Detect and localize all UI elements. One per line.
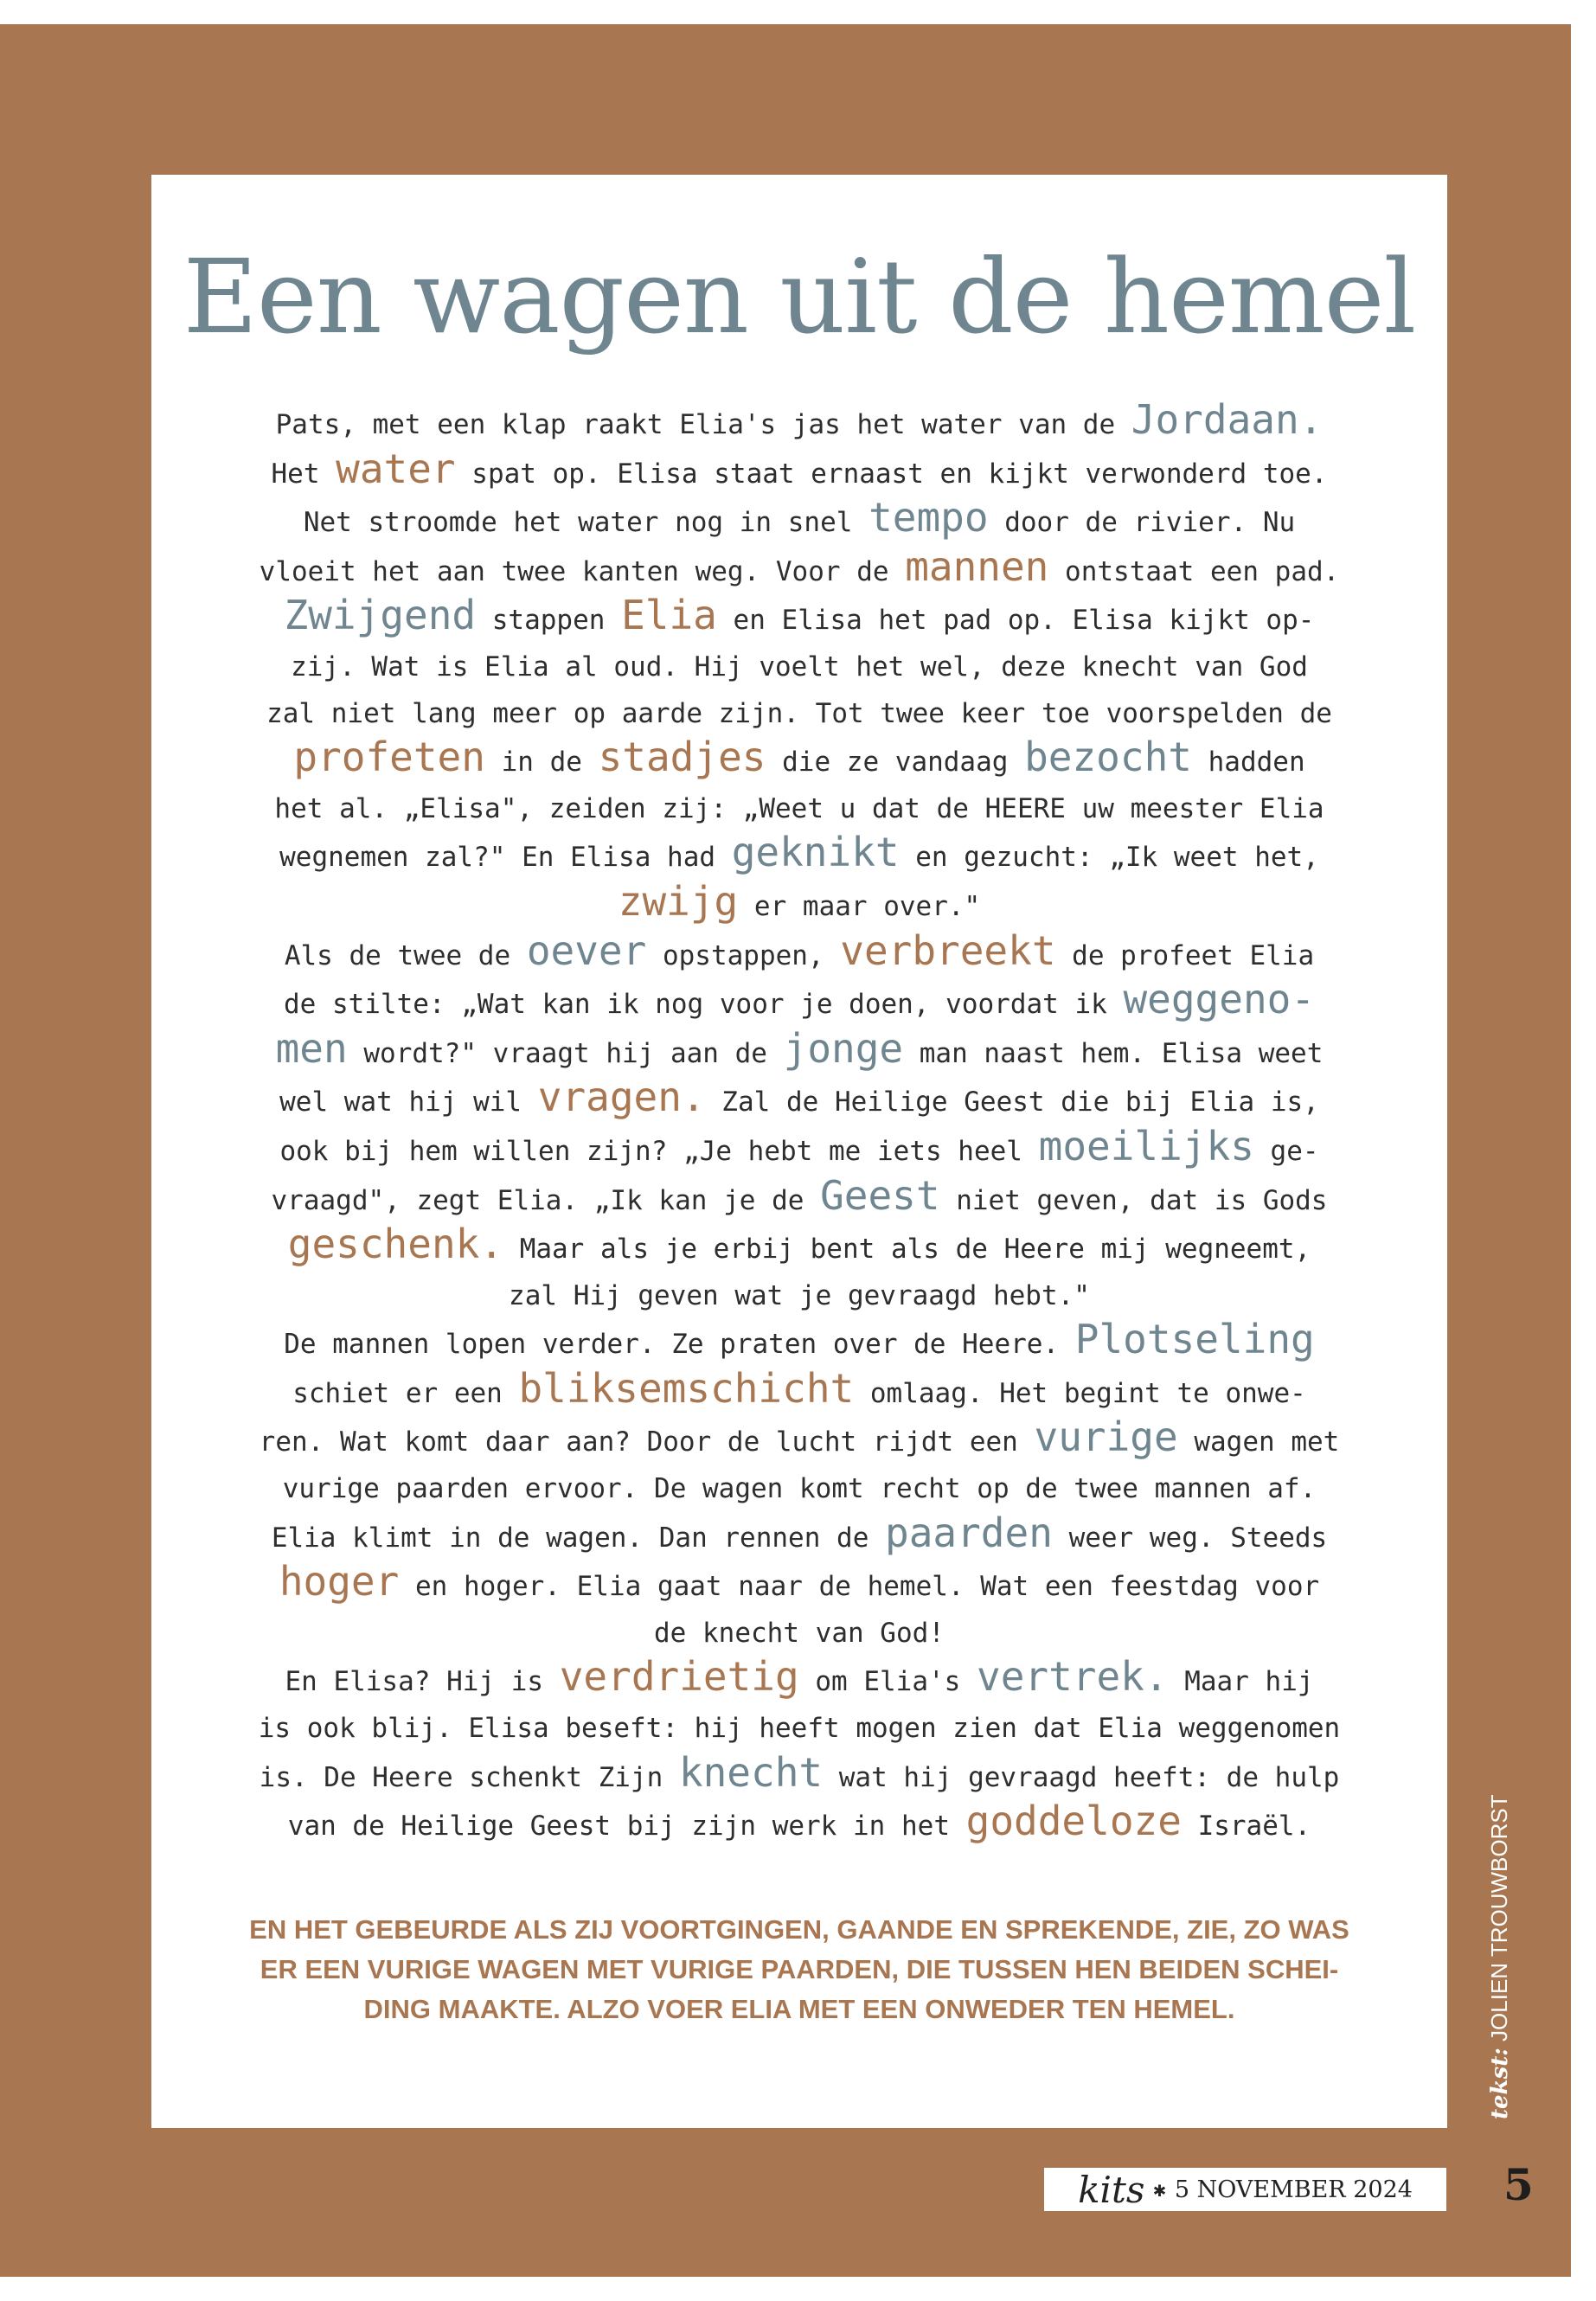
keyword-brown: Elia xyxy=(621,592,717,639)
story-line xyxy=(196,734,1402,786)
keyword-gray: oever xyxy=(526,926,647,974)
story-text-segment: wat hij gevraagd heeft: de hulp xyxy=(823,1761,1340,1793)
story-line xyxy=(196,829,1402,881)
story-line xyxy=(196,1171,1402,1225)
page-number: 5 xyxy=(1503,2159,1534,2210)
keyword-brown: vragen. xyxy=(537,1074,706,1121)
story-text-segment: stappen xyxy=(476,605,622,637)
story-text-segment: schiet er een xyxy=(292,1377,519,1409)
author-credit xyxy=(1486,1794,1513,2119)
keyword-brown: stadjes xyxy=(598,734,766,781)
story-text-segment: de profeet Elia xyxy=(1055,939,1315,971)
keyword-gray: geknikt xyxy=(731,829,900,876)
story-line xyxy=(196,976,1402,1029)
story-line xyxy=(196,1122,1402,1176)
bible-verse xyxy=(186,1910,1413,2029)
keyword-brown: verdrietig xyxy=(559,1653,799,1701)
keyword-brown: goddeloze xyxy=(965,1798,1182,1845)
story-text-segment: die ze vandaag xyxy=(766,747,1025,779)
story-text-segment: Elia klimt in de wagen. Dan rennen de xyxy=(271,1522,886,1554)
story-text-segment: Maar hij xyxy=(1168,1666,1314,1698)
story-text-segment: Als de twee de xyxy=(284,939,527,971)
keyword-gray: weggeno- xyxy=(1123,976,1316,1023)
story-text-segment: vurige paarden ervoor. De wagen komt recht op de twee mannen af. xyxy=(282,1473,1317,1505)
keyword-gray: Geest xyxy=(820,1171,940,1219)
story-text-segment: vloeit het aan twee kanten weg. Voor de xyxy=(259,555,906,587)
story-text-segment: De mannen lopen verder. Ze praten over de Heere. xyxy=(284,1329,1075,1361)
story-text-segment: weer weg. Steeds xyxy=(1052,1522,1328,1554)
story-text-segment: zal Hij geven wat je gevraagd hebt." xyxy=(509,1279,1090,1311)
star-icon: ✱ xyxy=(1153,2177,1166,2202)
credit-label: tekst: xyxy=(1487,2048,1513,2119)
story-text-segment: ook bij hem willen zijn? „Je hebt me iets heel xyxy=(279,1135,1039,1167)
page-title: Een wagen uit de hemel xyxy=(183,237,1416,356)
story-line xyxy=(196,1653,1402,1706)
story-text-segment: wel wat hij wil xyxy=(279,1086,538,1118)
story-text-segment: de knecht van God! xyxy=(654,1617,945,1649)
story-line xyxy=(196,691,1402,738)
story-text-segment: Israël. xyxy=(1181,1811,1311,1843)
brand-logo: kits xyxy=(1078,2168,1145,2211)
content-panel xyxy=(151,175,1447,2128)
story-text-segment: Het xyxy=(271,458,337,490)
story-line xyxy=(196,1024,1402,1078)
keyword-brown: profeten xyxy=(293,734,485,781)
story-line xyxy=(196,786,1402,833)
story-text-segment: en hoger. Elia gaat naar de hemel. Wat een feestdag voor xyxy=(399,1571,1320,1603)
story-line xyxy=(196,1706,1402,1753)
credit-name: JOLIEN TROUWBORST xyxy=(1486,1794,1512,2041)
story-text-segment: het al. „Elisa", zeiden zij: „Weet u dat de HEERE uw meester Elia xyxy=(274,792,1324,824)
story-text-segment: hadden xyxy=(1191,747,1305,779)
story-text-segment: is. De Heere schenkt Zijn xyxy=(259,1761,679,1793)
story-line xyxy=(196,494,1402,547)
story-text-segment: zal niet lang meer op aarde zijn. Tot twee keer toe voorspelden de xyxy=(266,697,1332,729)
story-text-segment: wegnemen zal?" En Elisa had xyxy=(279,842,732,874)
story-line xyxy=(196,542,1402,596)
story-text xyxy=(196,396,1402,1850)
story-line xyxy=(196,1413,1402,1466)
story-text-segment: om Elia's xyxy=(798,1666,977,1698)
keyword-gray: tempo xyxy=(869,494,989,542)
footer-box xyxy=(1044,2168,1446,2211)
story-line xyxy=(196,1364,1402,1418)
keyword-gray: jonge xyxy=(783,1024,904,1072)
story-text-segment: zij. Wat is Elia al oud. Hij voelt het wel, deze knecht van God xyxy=(291,651,1308,683)
keyword-brown: water xyxy=(336,445,456,492)
story-line xyxy=(196,1748,1402,1802)
keyword-gray: paarden xyxy=(885,1509,1053,1556)
story-text-segment: er maar over." xyxy=(738,890,981,922)
keyword-brown: mannen xyxy=(905,542,1049,590)
story-line xyxy=(196,1273,1402,1320)
story-text-segment: ge- xyxy=(1253,1135,1319,1167)
story-text-segment: door de rivier. Nu xyxy=(988,507,1296,539)
story-text-segment: En Elisa? Hij is xyxy=(285,1666,560,1698)
keyword-gray: moeilijks xyxy=(1038,1122,1254,1170)
story-text-segment: Zal de Heilige Geest die bij Elia is, xyxy=(705,1086,1319,1118)
story-text-segment: de stilte: „Wat kan ik nog voor je doen, voordat ik xyxy=(283,989,1124,1021)
keyword-gray: vurige xyxy=(1034,1413,1178,1461)
keyword-gray: men xyxy=(275,1024,348,1072)
story-text-segment: vraagd", zegt Elia. „Ik kan je de xyxy=(271,1184,821,1216)
story-line xyxy=(196,1558,1402,1611)
story-line xyxy=(196,1316,1402,1368)
story-text-segment: ontstaat een pad. xyxy=(1048,555,1340,587)
keyword-gray: Plotseling xyxy=(1074,1316,1315,1363)
story-line xyxy=(196,592,1402,644)
story-text-segment: wordt?" vraagt hij aan de xyxy=(347,1037,784,1069)
keyword-brown: hoger xyxy=(279,1558,400,1606)
story-line xyxy=(196,1611,1402,1657)
keyword-gray: vertrek. xyxy=(977,1653,1169,1701)
story-line xyxy=(196,1466,1402,1513)
story-line xyxy=(196,445,1402,498)
story-text-segment: en Elisa het pad op. Elisa kijkt op- xyxy=(716,605,1315,637)
story-text-segment: in de xyxy=(484,747,599,779)
story-text-segment: is ook blij. Elisa beseft: hij heeft mogen zien dat Elia weggenomen xyxy=(258,1713,1341,1745)
keyword-gray: knecht xyxy=(678,1748,824,1796)
keyword-gray: Zwijgend xyxy=(284,592,477,639)
issue-date: 5 NOVEMBER 2024 xyxy=(1174,2176,1413,2203)
keyword-gray: Jordaan. xyxy=(1131,396,1324,443)
story-line xyxy=(196,1221,1402,1273)
story-line xyxy=(196,926,1402,980)
verse-line: EN HET GEBEURDE ALS ZIJ VOORTGINGEN, GAANDE EN SPREKENDE, ZIE, ZO WAS xyxy=(249,1914,1349,1945)
story-text-segment: omlaag. Het begint te onwe- xyxy=(854,1377,1306,1409)
verse-line: DING MAAKTE. ALZO VOER ELIA MET EEN ONWEDER TEN HEMEL. xyxy=(363,1994,1235,2024)
story-text-segment: man naast hem. Elisa weet xyxy=(903,1037,1324,1069)
keyword-brown: bliksemschicht xyxy=(518,1364,855,1412)
story-text-segment: en gezucht: „Ik weet het, xyxy=(899,842,1319,874)
story-text-segment: wagen met xyxy=(1177,1426,1340,1458)
story-text-segment: ren. Wat komt daar aan? Door de lucht rijdt een xyxy=(259,1426,1035,1458)
keyword-brown: geschenk. xyxy=(287,1221,504,1268)
verse-line: ER EEN VURIGE WAGEN MET VURIGE PAARDEN, DIE TUSSEN HEN BEIDEN SCHEI- xyxy=(260,1954,1339,1984)
story-text-segment: Net stroomde het water nog in snel xyxy=(303,507,869,539)
keyword-brown: zwijg xyxy=(618,877,739,925)
story-line xyxy=(196,877,1402,931)
story-line xyxy=(196,1509,1402,1562)
story-line xyxy=(196,1074,1402,1126)
story-line xyxy=(196,1798,1402,1850)
story-text-segment: Pats, met een klap raakt Elia's jas het water van de xyxy=(275,409,1131,440)
keyword-brown: verbreekt xyxy=(840,926,1056,974)
story-text-segment: spat op. Elisa staat ernaast en kijkt verwonderd toe. xyxy=(455,458,1328,490)
story-line xyxy=(196,396,1402,449)
story-text-segment: opstappen, xyxy=(646,939,841,971)
keyword-gray: bezocht xyxy=(1024,734,1192,781)
story-text-segment: Maar als je erbij bent als de Heere mij wegneemt, xyxy=(503,1234,1311,1266)
story-text-segment: niet geven, dat is Gods xyxy=(939,1184,1328,1216)
story-line xyxy=(196,644,1402,691)
story-text-segment: van de Heilige Geest bij zijn werk in het xyxy=(287,1811,966,1843)
